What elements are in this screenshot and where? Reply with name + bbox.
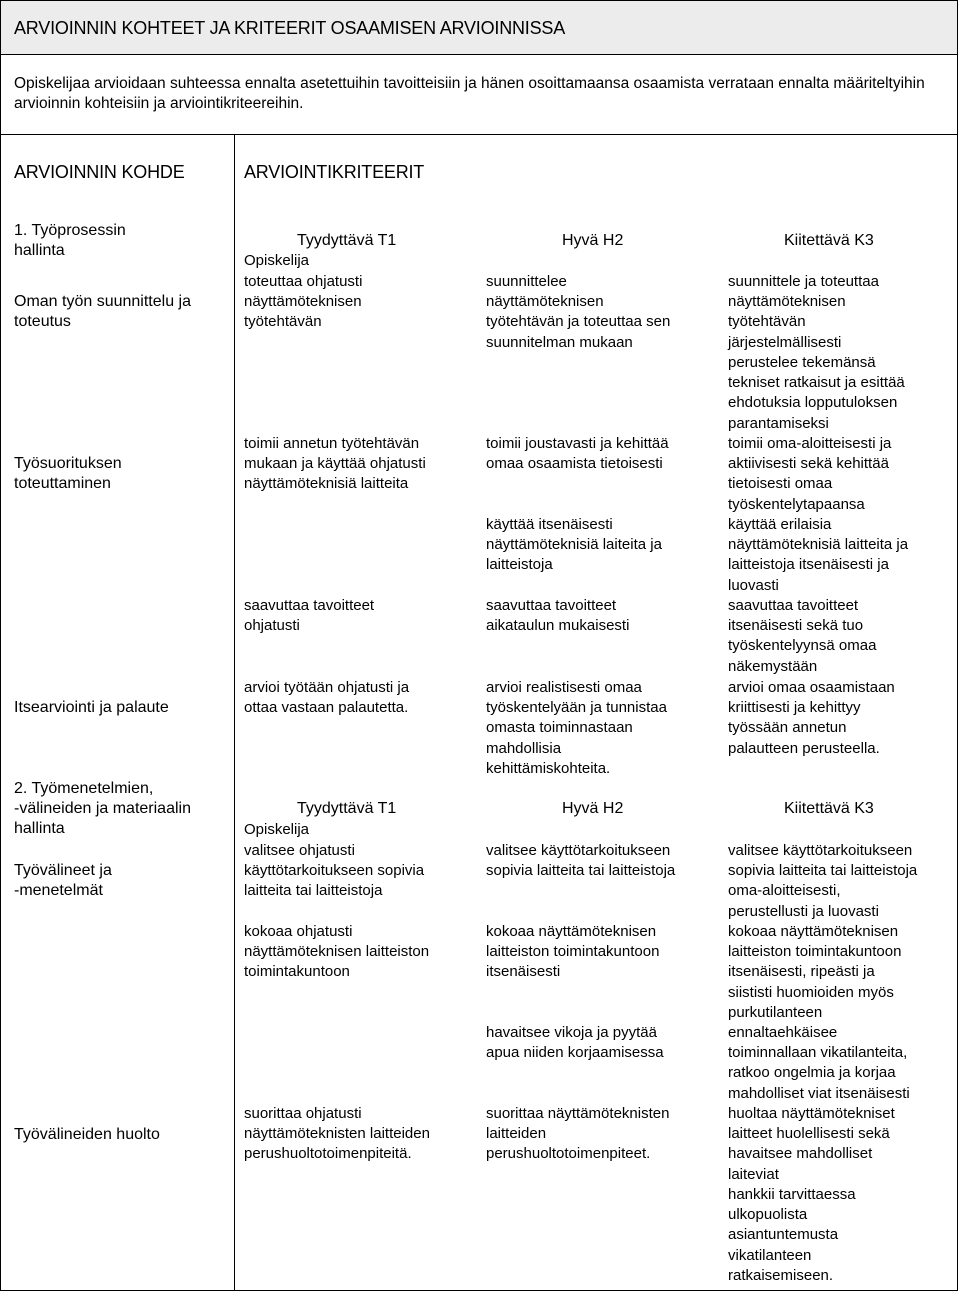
criteria-t1-line: ottaa vastaan palautetta. bbox=[244, 699, 409, 716]
criteria-k3-line: ratkoo ongelmia ja korjaa bbox=[728, 1064, 896, 1081]
criteria-t1-line: valitsee ohjatusti bbox=[244, 842, 355, 859]
criteria-k3-line: arvioi omaa osaamistaan bbox=[728, 679, 895, 696]
criteria-k3-line: saavuttaa tavoitteet bbox=[728, 597, 859, 614]
criteria-h2-line: saavuttaa tavoitteet bbox=[486, 597, 617, 614]
criteria-k3-line: tietoisesti omaa bbox=[728, 475, 833, 492]
criteria-t1-line: näyttämöteknisten laitteiden bbox=[244, 1125, 430, 1142]
criteria-k3-line: laitteet huolellisesti sekä bbox=[728, 1125, 890, 1142]
criteria-h2-line: näyttämöteknisiä laiteita ja bbox=[486, 536, 662, 553]
criteria-t1-line: käyttötarkoitukseen sopivia bbox=[244, 862, 425, 879]
level-k3-heading: Kiitettävä K3 bbox=[784, 800, 874, 817]
criteria-k3-line: parantamiseksi bbox=[728, 415, 829, 432]
criteria-h2-line: suunnitelman mukaan bbox=[486, 334, 633, 351]
criteria-t1-line: mukaan ja käyttää ohjatusti bbox=[244, 455, 426, 472]
section-2-title-line: -välineiden ja materiaalin bbox=[14, 800, 191, 817]
target-oman-tyon-suunnittelu-line: Oman työn suunnittelu ja bbox=[14, 293, 191, 310]
criteria-h2-line: työskentelyään ja tunnistaa bbox=[486, 699, 667, 716]
level-t1-heading: Tyydyttävä T1 bbox=[297, 232, 397, 249]
document-header bbox=[0, 0, 958, 55]
column-header-criteria: ARVIOINTIKRITEERIT bbox=[244, 162, 425, 182]
criteria-k3-line: ratkaisemiseen. bbox=[728, 1267, 834, 1284]
criteria-k3-line: toimii oma-aloitteisesti ja bbox=[728, 435, 892, 452]
section-1-title-line: 1. Työprosessin bbox=[14, 222, 126, 239]
criteria-t1-line: toimii annetun työtehtävän bbox=[244, 435, 420, 452]
criteria-k3-line: tekniset ratkaisut ja esittää bbox=[728, 374, 905, 391]
criteria-k3-line: havaitsee mahdolliset bbox=[728, 1145, 873, 1162]
criteria-k3-line: ulkopuolista bbox=[728, 1206, 808, 1223]
target-oman-tyon-suunnittelu-line: toteutus bbox=[14, 313, 71, 330]
criteria-k3-line: kriittisesti ja kehittyy bbox=[728, 699, 861, 716]
intro-text: Opiskelijaa arvioidaan suhteessa ennalta asetettuihin tavoitteisiin ja hänen osoittamaansa osaamista verrataan ennalta määriteltyihin arvioinnin kohteisiin ja arviointikriteereihin. bbox=[14, 75, 925, 112]
intro-box bbox=[0, 55, 958, 135]
criteria-t1-line: näyttämöteknisen laitteiston bbox=[244, 943, 430, 960]
criteria-h2-line: käyttää itsenäisesti bbox=[486, 516, 613, 533]
criteria-t1-line: ohjatusti bbox=[244, 617, 300, 634]
criteria-k3-line: näyttämöteknisiä laitteita ja bbox=[728, 536, 909, 553]
document-title: ARVIOINNIN KOHTEET JA KRITEERIT OSAAMISEN ARVIOINNISSA bbox=[14, 18, 566, 38]
criteria-h2-line: laitteiston toimintakuntoon bbox=[486, 943, 660, 960]
criteria-h2-line: itsenäisesti bbox=[486, 963, 561, 980]
criteria-h2-line: omaa osaamista tietoisesti bbox=[486, 455, 663, 472]
criteria-k3-line: huoltaa näyttämötekniset bbox=[728, 1105, 895, 1122]
criteria-k3-line: asiantuntemusta bbox=[728, 1226, 839, 1243]
criteria-k3-line: toiminnallaan vikatilanteita, bbox=[728, 1044, 908, 1061]
criteria-h2-line: perushuoltotoimenpiteet. bbox=[486, 1145, 651, 1162]
criteria-k3-line: valitsee käyttötarkoitukseen bbox=[728, 842, 913, 859]
criteria-k3-line: mahdolliset viat itsenäisesti bbox=[728, 1085, 910, 1102]
column-divider bbox=[234, 135, 235, 1290]
criteria-t1-line: työtehtävän bbox=[244, 313, 322, 330]
level-h2-heading: Hyvä H2 bbox=[562, 232, 624, 249]
criteria-h2-line: kokoaa näyttämöteknisen bbox=[486, 923, 657, 940]
criteria-k3-line: työskentelyynsä omaa bbox=[728, 637, 877, 654]
criteria-h2-line: sopivia laitteita tai laitteistoja bbox=[486, 862, 676, 879]
criteria-k3-line: palautteen perusteella. bbox=[728, 740, 880, 757]
target-tyosuorituksen-toteuttaminen-line: Työsuorituksen bbox=[14, 455, 122, 472]
criteria-k3-line: sopivia laitteita tai laitteistoja bbox=[728, 862, 918, 879]
criteria-k3-line: purkutilanteen bbox=[728, 1004, 823, 1021]
criteria-k3-line: oma-aloitteisesti, bbox=[728, 882, 841, 899]
criteria-k3-line: laitteiston toimintakuntoon bbox=[728, 943, 902, 960]
criteria-t1-line: perushuoltotoimenpiteitä. bbox=[244, 1145, 412, 1162]
criteria-k3-line: kokoaa näyttämöteknisen bbox=[728, 923, 899, 940]
level-t1-heading: Tyydyttävä T1 bbox=[297, 800, 397, 817]
criteria-t1-line: näyttämöteknisen bbox=[244, 293, 362, 310]
level-k3-heading: Kiitettävä K3 bbox=[784, 232, 874, 249]
criteria-h2-line: työtehtävän ja toteuttaa sen bbox=[486, 313, 671, 330]
criteria-k3-line: näyttämöteknisen bbox=[728, 293, 846, 310]
criteria-k3-line: ehdotuksia lopputuloksen bbox=[728, 394, 898, 411]
criteria-k3-line: perustellusti ja luovasti bbox=[728, 903, 879, 920]
criteria-h2-line: apua niiden korjaamisessa bbox=[486, 1044, 664, 1061]
section-1-title-line: hallinta bbox=[14, 242, 65, 259]
criteria-k3-line: käyttää erilaisia bbox=[728, 516, 832, 533]
criteria-k3-line: laiteviat bbox=[728, 1166, 779, 1183]
criteria-k3-line: ennaltaehkäisee bbox=[728, 1024, 838, 1041]
criteria-k3-line: hankkii tarvittaessa bbox=[728, 1186, 856, 1203]
criteria-h2-line: havaitsee vikoja ja pyytää bbox=[486, 1024, 657, 1041]
criteria-h2-line: omasta toiminnastaan bbox=[486, 719, 633, 736]
criteria-k3-line: itsenäisesti sekä tuo bbox=[728, 617, 864, 634]
level-h2-heading: Hyvä H2 bbox=[562, 800, 624, 817]
criteria-t1-line: kokoaa ohjatusti bbox=[244, 923, 353, 940]
column-header-target: ARVIOINNIN KOHDE bbox=[14, 162, 185, 182]
criteria-t1-line: saavuttaa tavoitteet bbox=[244, 597, 375, 614]
criteria-k3-line: perustelee tekemänsä bbox=[728, 354, 876, 371]
criteria-h2-line: toimii joustavasti ja kehittää bbox=[486, 435, 669, 452]
criteria-k3-line: järjestelmällisesti bbox=[728, 334, 842, 351]
criteria-h2-line: aikataulun mukaisesti bbox=[486, 617, 630, 634]
criteria-h2-line: valitsee käyttötarkoitukseen bbox=[486, 842, 671, 859]
criteria-t1-line: arvioi työtään ohjatusti ja bbox=[244, 679, 410, 696]
criteria-h2-line: laitteiden bbox=[486, 1125, 547, 1142]
criteria-h2-line: näyttämöteknisen bbox=[486, 293, 604, 310]
target-itsearviointi-ja-palaute-line: Itsearviointi ja palaute bbox=[14, 699, 169, 716]
target-tyosuorituksen-toteuttaminen-line: toteuttaminen bbox=[14, 475, 111, 492]
subject-label: Opiskelija bbox=[244, 821, 310, 838]
target-tyovalineiden-huolto-line: Työvälineiden huolto bbox=[14, 1126, 160, 1143]
section-2-title-line: hallinta bbox=[14, 820, 65, 837]
criteria-k3-line: itsenäisesti, ripeästi ja bbox=[728, 963, 875, 980]
criteria-h2-line: mahdollisia bbox=[486, 740, 562, 757]
criteria-t1-line: suorittaa ohjatusti bbox=[244, 1105, 362, 1122]
target-tyovalineet-ja-menetelmat-line: Työvälineet ja bbox=[14, 862, 112, 879]
criteria-h2-line: kehittämiskohteita. bbox=[486, 760, 611, 777]
criteria-k3-line: laitteistoja itsenäisesti ja bbox=[728, 556, 889, 573]
criteria-k3-line: siististi huomioiden myös bbox=[728, 984, 894, 1001]
criteria-k3-line: aktiivisesti sekä kehittää bbox=[728, 455, 889, 472]
criteria-h2-line: suunnittelee bbox=[486, 273, 567, 290]
subject-label: Opiskelija bbox=[244, 252, 310, 269]
criteria-k3-line: näkemystään bbox=[728, 658, 818, 675]
criteria-k3-line: vikatilanteen bbox=[728, 1247, 812, 1264]
criteria-t1-line: toteuttaa ohjatusti bbox=[244, 273, 363, 290]
criteria-table bbox=[0, 135, 958, 1291]
criteria-h2-line: laitteistoja bbox=[486, 556, 553, 573]
criteria-k3-line: luovasti bbox=[728, 577, 779, 594]
criteria-t1-line: toimintakuntoon bbox=[244, 963, 350, 980]
criteria-h2-line: arvioi realistisesti omaa bbox=[486, 679, 642, 696]
criteria-k3-line: työssään annetun bbox=[728, 719, 847, 736]
section-2-title-line: 2. Työmenetelmien, bbox=[14, 780, 154, 797]
criteria-h2-line: suorittaa näyttämöteknisten bbox=[486, 1105, 670, 1122]
criteria-k3-line: suunnittele ja toteuttaa bbox=[728, 273, 879, 290]
criteria-t1-line: näyttämöteknisiä laitteita bbox=[244, 475, 409, 492]
criteria-t1-line: laitteita tai laitteistoja bbox=[244, 882, 383, 899]
criteria-k3-line: työtehtävän bbox=[728, 313, 806, 330]
target-tyovalineet-ja-menetelmat-line: -menetelmät bbox=[14, 882, 103, 899]
criteria-k3-line: työskentelytapaansa bbox=[728, 496, 865, 513]
